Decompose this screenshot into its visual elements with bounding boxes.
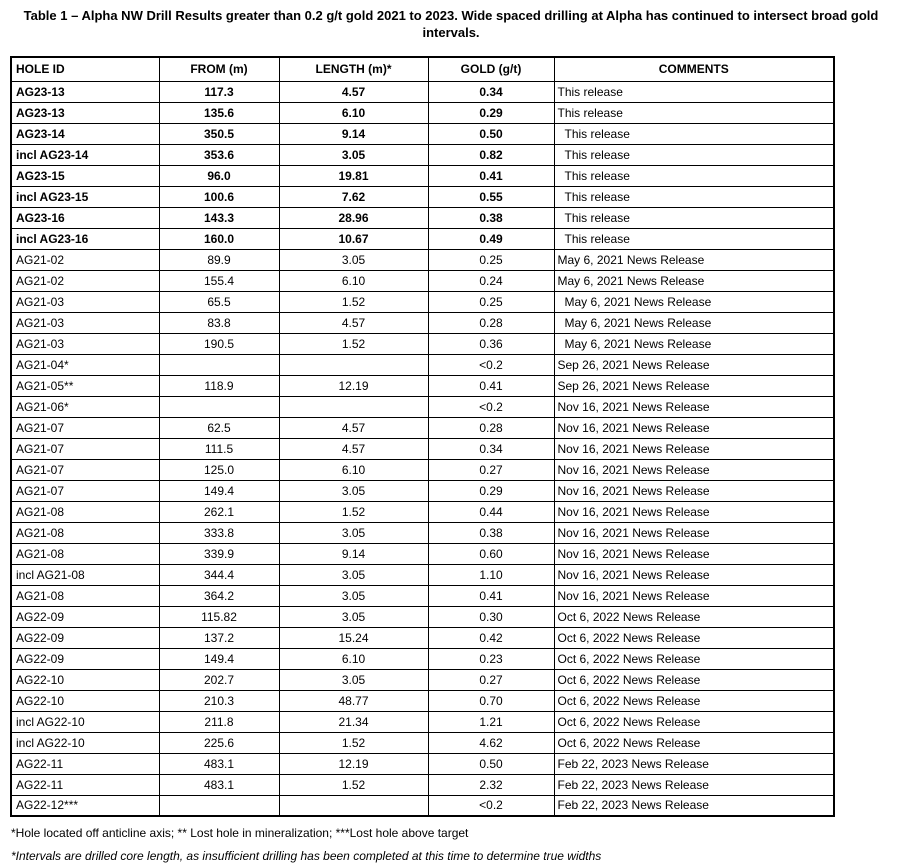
cell-gold: 0.60 <box>428 543 554 564</box>
drill-results-table <box>10 56 835 817</box>
cell-length: 3.05 <box>279 585 428 606</box>
table-row <box>11 795 834 816</box>
cell-length: 48.77 <box>279 690 428 711</box>
cell-length: 1.52 <box>279 291 428 312</box>
cell-hole-id: AG21-05** <box>11 375 159 396</box>
column-header-gold: GOLD (g/t) <box>428 57 554 81</box>
cell-comment: Sep 26, 2021 News Release <box>554 375 834 396</box>
cell-hole-id: AG21-07 <box>11 459 159 480</box>
cell-from: 62.5 <box>159 417 279 438</box>
cell-hole-id: incl AG23-14 <box>11 144 159 165</box>
cell-from: 100.6 <box>159 186 279 207</box>
cell-gold: <0.2 <box>428 354 554 375</box>
cell-from: 137.2 <box>159 627 279 648</box>
table-row <box>11 438 834 459</box>
table-row <box>11 249 834 270</box>
cell-from: 364.2 <box>159 585 279 606</box>
table-row <box>11 543 834 564</box>
drill-results-body <box>11 81 834 816</box>
cell-comment: Feb 22, 2023 News Release <box>554 753 834 774</box>
cell-comment: Nov 16, 2021 News Release <box>554 438 834 459</box>
cell-length: 1.52 <box>279 501 428 522</box>
table-row <box>11 228 834 249</box>
cell-comment: This release <box>554 144 834 165</box>
cell-comment: This release <box>554 207 834 228</box>
table-row <box>11 480 834 501</box>
cell-hole-id: AG21-02 <box>11 270 159 291</box>
table-header-row <box>11 57 834 81</box>
cell-length: 4.57 <box>279 417 428 438</box>
cell-length: 19.81 <box>279 165 428 186</box>
cell-gold: 0.82 <box>428 144 554 165</box>
cell-gold: 0.41 <box>428 165 554 186</box>
cell-comment: Oct 6, 2022 News Release <box>554 606 834 627</box>
cell-comment: Oct 6, 2022 News Release <box>554 648 834 669</box>
cell-hole-id: AG21-02 <box>11 249 159 270</box>
table-row <box>11 396 834 417</box>
table-row <box>11 501 834 522</box>
cell-hole-id: AG21-07 <box>11 438 159 459</box>
cell-comment: May 6, 2021 News Release <box>554 312 834 333</box>
cell-from: 190.5 <box>159 333 279 354</box>
table-row <box>11 627 834 648</box>
table-row <box>11 186 834 207</box>
cell-from: 135.6 <box>159 102 279 123</box>
table-row <box>11 648 834 669</box>
cell-from: 155.4 <box>159 270 279 291</box>
column-header-length: LENGTH (m)* <box>279 57 428 81</box>
cell-from: 117.3 <box>159 81 279 102</box>
cell-hole-id: AG21-03 <box>11 312 159 333</box>
cell-comment: Nov 16, 2021 News Release <box>554 459 834 480</box>
footnote-intervals: *Intervals are drilled core length, as insufficient drilling has been completed at this time to determine true widths <box>11 849 602 863</box>
cell-hole-id: AG23-16 <box>11 207 159 228</box>
table-row <box>11 417 834 438</box>
table-row <box>11 144 834 165</box>
cell-from: 83.8 <box>159 312 279 333</box>
column-header-comments: COMMENTS <box>554 57 834 81</box>
table-row <box>11 333 834 354</box>
cell-length: 3.05 <box>279 522 428 543</box>
cell-gold: 0.38 <box>428 207 554 228</box>
cell-length: 15.24 <box>279 627 428 648</box>
cell-hole-id: AG22-09 <box>11 627 159 648</box>
cell-gold: 0.30 <box>428 606 554 627</box>
cell-hole-id: AG21-08 <box>11 522 159 543</box>
cell-gold: 0.34 <box>428 438 554 459</box>
cell-hole-id: incl AG23-15 <box>11 186 159 207</box>
cell-from: 211.8 <box>159 711 279 732</box>
cell-gold: 0.55 <box>428 186 554 207</box>
cell-length: 10.67 <box>279 228 428 249</box>
cell-from <box>159 396 279 417</box>
cell-hole-id: incl AG22-10 <box>11 732 159 753</box>
cell-hole-id: AG23-15 <box>11 165 159 186</box>
cell-from: 483.1 <box>159 753 279 774</box>
cell-hole-id: incl AG23-16 <box>11 228 159 249</box>
table-row <box>11 522 834 543</box>
cell-from: 96.0 <box>159 165 279 186</box>
table-row <box>11 732 834 753</box>
footnotes <box>11 826 902 864</box>
cell-gold: 4.62 <box>428 732 554 753</box>
cell-from: 118.9 <box>159 375 279 396</box>
cell-gold: 0.41 <box>428 585 554 606</box>
cell-gold: 0.70 <box>428 690 554 711</box>
cell-hole-id: AG22-11 <box>11 774 159 795</box>
cell-hole-id: AG21-08 <box>11 501 159 522</box>
cell-from: 344.4 <box>159 564 279 585</box>
cell-length: 1.52 <box>279 732 428 753</box>
cell-gold: 0.44 <box>428 501 554 522</box>
cell-length: 6.10 <box>279 270 428 291</box>
table-row <box>11 564 834 585</box>
cell-hole-id: AG21-08 <box>11 543 159 564</box>
cell-length <box>279 354 428 375</box>
table-row <box>11 774 834 795</box>
table-row <box>11 207 834 228</box>
cell-length: 3.05 <box>279 564 428 585</box>
cell-length: 21.34 <box>279 711 428 732</box>
cell-length: 1.52 <box>279 774 428 795</box>
cell-from: 125.0 <box>159 459 279 480</box>
cell-gold: 1.10 <box>428 564 554 585</box>
cell-comment: Oct 6, 2022 News Release <box>554 690 834 711</box>
cell-comment: This release <box>554 228 834 249</box>
cell-gold: 0.27 <box>428 669 554 690</box>
cell-from <box>159 795 279 816</box>
cell-comment: Sep 26, 2021 News Release <box>554 354 834 375</box>
cell-hole-id: AG23-13 <box>11 81 159 102</box>
cell-comment: Oct 6, 2022 News Release <box>554 669 834 690</box>
cell-gold: 2.32 <box>428 774 554 795</box>
cell-comment: This release <box>554 102 834 123</box>
cell-gold: 0.50 <box>428 753 554 774</box>
cell-hole-id: AG22-11 <box>11 753 159 774</box>
cell-gold: 0.28 <box>428 312 554 333</box>
cell-hole-id: AG22-09 <box>11 648 159 669</box>
table-row <box>11 123 834 144</box>
cell-from: 160.0 <box>159 228 279 249</box>
cell-length: 4.57 <box>279 81 428 102</box>
cell-comment: May 6, 2021 News Release <box>554 333 834 354</box>
cell-hole-id: AG21-07 <box>11 480 159 501</box>
cell-gold: 0.49 <box>428 228 554 249</box>
cell-from: 350.5 <box>159 123 279 144</box>
cell-comment: Nov 16, 2021 News Release <box>554 396 834 417</box>
cell-comment: Nov 16, 2021 News Release <box>554 417 834 438</box>
cell-hole-id: AG21-08 <box>11 585 159 606</box>
cell-hole-id: incl AG22-10 <box>11 711 159 732</box>
cell-comment: Nov 16, 2021 News Release <box>554 564 834 585</box>
table-row <box>11 165 834 186</box>
cell-length: 3.05 <box>279 669 428 690</box>
cell-length: 6.10 <box>279 648 428 669</box>
cell-from: 143.3 <box>159 207 279 228</box>
cell-from: 65.5 <box>159 291 279 312</box>
cell-from: 483.1 <box>159 774 279 795</box>
cell-hole-id: AG21-03 <box>11 291 159 312</box>
cell-hole-id: AG23-14 <box>11 123 159 144</box>
cell-length: 12.19 <box>279 753 428 774</box>
cell-from <box>159 354 279 375</box>
cell-gold: 0.23 <box>428 648 554 669</box>
cell-hole-id: AG23-13 <box>11 102 159 123</box>
cell-length: 3.05 <box>279 144 428 165</box>
cell-gold: <0.2 <box>428 396 554 417</box>
cell-length: 6.10 <box>279 459 428 480</box>
cell-length: 9.14 <box>279 543 428 564</box>
cell-hole-id: AG22-09 <box>11 606 159 627</box>
cell-hole-id: AG21-04* <box>11 354 159 375</box>
cell-from: 202.7 <box>159 669 279 690</box>
cell-from: 225.6 <box>159 732 279 753</box>
cell-gold: 0.27 <box>428 459 554 480</box>
cell-comment: This release <box>554 186 834 207</box>
cell-hole-id: incl AG21-08 <box>11 564 159 585</box>
cell-length: 6.10 <box>279 102 428 123</box>
cell-comment: Oct 6, 2022 News Release <box>554 732 834 753</box>
cell-length: 9.14 <box>279 123 428 144</box>
cell-hole-id: AG22-10 <box>11 690 159 711</box>
cell-hole-id: AG21-03 <box>11 333 159 354</box>
cell-gold: 0.29 <box>428 102 554 123</box>
cell-length: 12.19 <box>279 375 428 396</box>
cell-length: 28.96 <box>279 207 428 228</box>
cell-hole-id: AG22-10 <box>11 669 159 690</box>
cell-comment: Feb 22, 2023 News Release <box>554 795 834 816</box>
cell-gold: 0.29 <box>428 480 554 501</box>
cell-comment: Nov 16, 2021 News Release <box>554 585 834 606</box>
table-row <box>11 354 834 375</box>
cell-hole-id: AG22-12*** <box>11 795 159 816</box>
table-row <box>11 375 834 396</box>
cell-from: 111.5 <box>159 438 279 459</box>
column-header-hole-id: HOLE ID <box>11 57 159 81</box>
footnote-symbols: *Hole located off anticline axis; ** Lost hole in mineralization; ***Lost hole above target <box>11 826 469 840</box>
cell-length: 3.05 <box>279 480 428 501</box>
cell-length: 4.57 <box>279 438 428 459</box>
cell-length: 7.62 <box>279 186 428 207</box>
cell-gold: 0.25 <box>428 291 554 312</box>
table-row <box>11 312 834 333</box>
cell-from: 353.6 <box>159 144 279 165</box>
cell-comment: May 6, 2021 News Release <box>554 291 834 312</box>
cell-hole-id: AG21-07 <box>11 417 159 438</box>
cell-length <box>279 795 428 816</box>
cell-from: 149.4 <box>159 648 279 669</box>
cell-length: 3.05 <box>279 606 428 627</box>
table-row <box>11 459 834 480</box>
cell-from: 115.82 <box>159 606 279 627</box>
cell-from: 89.9 <box>159 249 279 270</box>
cell-comment: Oct 6, 2022 News Release <box>554 711 834 732</box>
cell-gold: 0.36 <box>428 333 554 354</box>
cell-comment: Feb 22, 2023 News Release <box>554 774 834 795</box>
column-header-from: FROM (m) <box>159 57 279 81</box>
table-row <box>11 669 834 690</box>
cell-gold: 0.24 <box>428 270 554 291</box>
cell-gold: <0.2 <box>428 795 554 816</box>
cell-comment: Nov 16, 2021 News Release <box>554 480 834 501</box>
table-row <box>11 102 834 123</box>
cell-hole-id: AG21-06* <box>11 396 159 417</box>
table-row <box>11 291 834 312</box>
cell-gold: 0.28 <box>428 417 554 438</box>
cell-comment: Nov 16, 2021 News Release <box>554 501 834 522</box>
table-row <box>11 690 834 711</box>
cell-from: 333.8 <box>159 522 279 543</box>
cell-comment: This release <box>554 123 834 144</box>
table-row <box>11 585 834 606</box>
cell-from: 262.1 <box>159 501 279 522</box>
cell-comment: This release <box>554 81 834 102</box>
cell-gold: 0.34 <box>428 81 554 102</box>
cell-comment: May 6, 2021 News Release <box>554 249 834 270</box>
cell-comment: Nov 16, 2021 News Release <box>554 522 834 543</box>
cell-length: 1.52 <box>279 333 428 354</box>
table-title: Table 1 – Alpha NW Drill Results greater than 0.2 g/t gold 2021 to 2023. Wide spaced drilling at Alpha has continued to intersect broad gold intervals. <box>23 8 879 40</box>
cell-from: 339.9 <box>159 543 279 564</box>
cell-comment: This release <box>554 165 834 186</box>
cell-gold: 0.38 <box>428 522 554 543</box>
table-row <box>11 270 834 291</box>
table-row <box>11 606 834 627</box>
cell-from: 210.3 <box>159 690 279 711</box>
cell-comment: May 6, 2021 News Release <box>554 270 834 291</box>
cell-gold: 0.25 <box>428 249 554 270</box>
cell-comment: Nov 16, 2021 News Release <box>554 543 834 564</box>
cell-length <box>279 396 428 417</box>
table-row <box>11 81 834 102</box>
cell-comment: Oct 6, 2022 News Release <box>554 627 834 648</box>
table-row <box>11 753 834 774</box>
table-row <box>11 711 834 732</box>
cell-gold: 0.50 <box>428 123 554 144</box>
cell-length: 3.05 <box>279 249 428 270</box>
cell-gold: 1.21 <box>428 711 554 732</box>
cell-length: 4.57 <box>279 312 428 333</box>
cell-gold: 0.42 <box>428 627 554 648</box>
cell-gold: 0.41 <box>428 375 554 396</box>
cell-from: 149.4 <box>159 480 279 501</box>
